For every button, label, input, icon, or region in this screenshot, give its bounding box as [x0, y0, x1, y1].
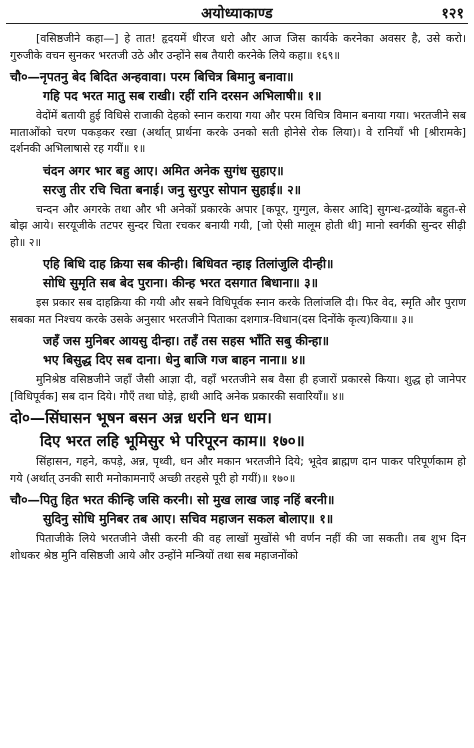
- verse-line: चौ०—नृपतनु बेद बिदित अन्हवावा। परम बिचित्र बिमानु बनावा॥: [10, 69, 294, 84]
- verse-line: भए बिसुद्ध दिए सब दाना। धेनु बाजि गज बाहन नाना॥ ४॥: [43, 352, 306, 367]
- page-header: [6, 2, 468, 22]
- verse-line: एहि बिधि दाह क्रिया सब कीन्ही। बिधिवत न्हाइ तिलांजुलि दीन्ही॥: [43, 256, 334, 271]
- prose-paragraph: मुनिश्रेष्ठ वसिष्ठजीने जहाँ जैसी आज्ञा दी, वहाँ भरतजीने सब वैसा ही हजारों प्रकारसे किया। शुद्ध हो जानेपर [विधिपूर्वक] सब दान दिये। गौएँ तथा घोड़े, हाथी आदि अनेक प्रकारकी सवारियाँ॥ ४॥: [10, 373, 466, 403]
- verse-line: चौ०—पितु हित भरत कीन्हि जसि करनी। सो मुख लाख जाइ नहिं बरनी॥: [10, 492, 335, 507]
- chaupai-verse: [10, 67, 466, 105]
- verse-line: सरजु तीर रचि चिता बनाई। जनु सुरपुर सोपान सुहाई॥ २॥: [43, 181, 302, 197]
- page-number: १२१: [441, 6, 464, 22]
- verse-line: दिए भरत लहि भूमिसुर भे परिपूरन काम॥ १७०॥: [40, 431, 305, 450]
- prose-paragraph: सिंहासन, गहने, कपड़े, अन्न, पृथ्वी, धन और मकान भरतजीने दिये; भूदेव ब्राह्मण दान पाकर परिपूर्णकाम हो गये (अर्थात् उनकी सारी मनोकामनाएँ अच्छी तरहसे पूरी हो गयीं)॥ १७०॥: [10, 455, 466, 485]
- chaupai-verse: [10, 490, 466, 528]
- verse-line: सोधि सुमृति सब बेद पुराना। कीन्ह भरत दसगात बिधाना॥ ३॥: [43, 275, 319, 290]
- chaupai-verse: [10, 331, 466, 369]
- header-rule: [6, 23, 468, 24]
- verse-line: जहँ जस मुनिबर आयसु दीन्हा। तहँ तस सहस भाँति सबु कीन्हा॥: [43, 333, 330, 348]
- prose-paragraph: इस प्रकार सब दाहक्रिया की गयी और सबने विधिपूर्वक स्नान करके तिलांजलि दी। फिर वेद, स्मृति और पुराण सबका मत निश्चय करके उसके अनुसार भरतजीने पिताका दशगात्र-विधान(दस दिनोंके कृत्य)किया॥ ३॥: [10, 296, 466, 326]
- doha-verse: [10, 407, 466, 452]
- running-title: अयोध्याकाण्ड: [201, 6, 273, 22]
- chaupai-verse: [10, 254, 466, 292]
- prose-paragraph: पिताजीके लिये भरतजीने जैसी करनी की वह लाखों मुखोंसे भी वर्णन नहीं की जा सकती। तब शुभ दिन शोधकर श्रेष्ठ मुनि वसिष्ठजी आये और उन्होंने मन्त्रियों तथा सब महाजनोंको: [10, 532, 466, 562]
- chaupai-verse: [10, 161, 466, 199]
- verse-line: सुदिनु सोधि मुनिबर तब आए। सचिव महाजन सकल बोलाए॥ १॥: [43, 511, 334, 526]
- page-body: [10, 31, 466, 566]
- verse-line: गहि पद भरत मातु सब राखी। रहीं रानि दरसन अभिलाषी॥ १॥: [43, 88, 322, 103]
- verse-line: चंदन अगर भार बहु आए। अमित अनेक सुगंध सुहाए॥: [43, 162, 284, 178]
- prose-paragraph: वेदोंमें बतायी हुई विधिसे राजाकी देहको स्नान कराया गया और परम विचित्र विमान बनाया गया। भरतजीने सब माताओंको चरण पकड़कर रखा (अर्थात् प्रार्थना करके उनको सती होनेसे रोक लिया)। वे रानियाँ भी [श्रीरामके] दर्शनकी अभिलाषासे रह गयीं॥ १॥: [10, 109, 466, 155]
- verse-line: दो०—सिंघासन भूषन बसन अन्न धरनि धन धाम।: [10, 409, 272, 427]
- prose-paragraph: चन्दन और अगरके तथा और भी अनेकों प्रकारके अपार [कपूर, गुग्गुल, केसर आदि] सुगन्ध-द्रव्योंके बहुत-से बोझ आये। सरयूजीके तटपर सुन्दर चिता रचकर बनायी गयी, [जो ऐसी मालूम होती थी] मानो स्वर्गकी सुन्दर सीढ़ी हो॥ २॥: [10, 202, 466, 249]
- prose-paragraph: [वसिष्ठजीने कहा—] हे तात! हृदयमें धीरज धरो और आज जिस कार्यके करनेका अवसर है, उसे करो। गुरुजीके वचन सुनकर भरतजी उठे और उन्होंने सब तैयारी करनेके लिये कहा॥ १६९॥: [10, 32, 466, 62]
